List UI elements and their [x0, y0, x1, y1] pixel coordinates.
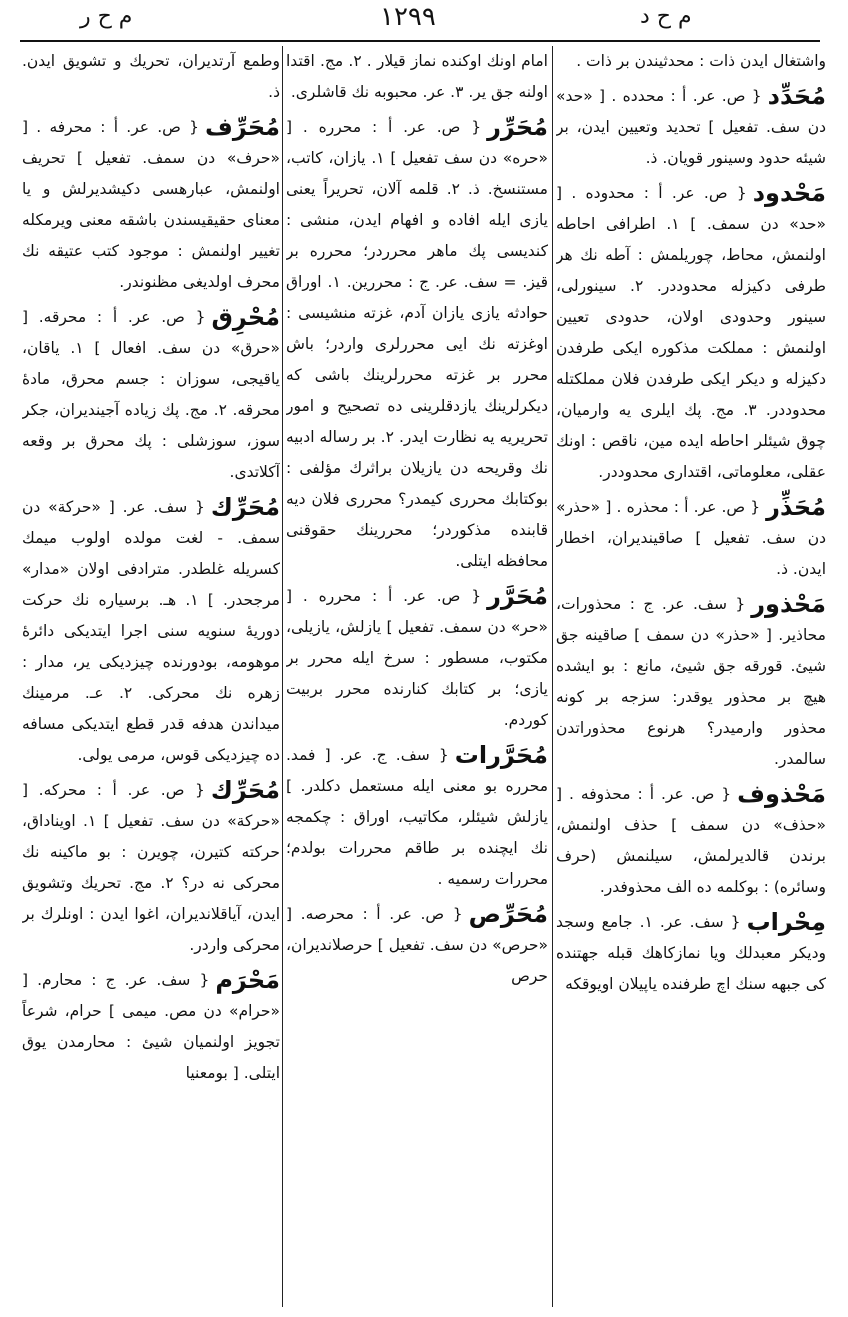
dictionary-entry: [286, 46, 548, 108]
headword: مَحْذوف: [737, 780, 826, 808]
dictionary-entry: [286, 581, 548, 736]
dictionary-entry: [22, 46, 280, 108]
entry-text: { ص. عر. أ : محرره . [ «حر» دن سمف. تفعیل ] یازلش، یازیلی، مکتوب، مسطور : سرخ ایله محرر بر یازی؛ بر کتابك کنارنده محرر بربیت کوردم.: [286, 587, 548, 729]
headword: مُحَذِّر: [766, 493, 826, 521]
column-right: [556, 46, 826, 1305]
headword: مَحْرَم: [215, 966, 280, 994]
header-rule: [20, 40, 820, 42]
dictionary-entry: [22, 775, 280, 961]
entry-text: { سف. عر. ج : محذورات، محاذیر. [ «حذر» دن سمف ] صاقینه جق شیئ. قورقه جق شیئ، مانع : بو ایشده هیچ بر محذور یوقدر: سزجه بر کونه محذور وارمیدر؟ هرنوع محذوراتدن سالمدر.: [556, 595, 826, 768]
entry-text: { سف. عر. ١. جامع وسجد ودیکر معبدلك ویا نمازکاهك قبله جهتنده کی جبهه سنك اچ طرفنده یاپیلان اویوقکه: [556, 913, 826, 993]
page-header: [0, 0, 848, 42]
entry-text: { ص. عر. أ : محذره . [ «حذر» دن سف. تفعیل ] صاقیندیران، اخطار ایدن. ذ.: [556, 498, 826, 578]
entry-text: { ص. عر. أ : محرصه. [ «حرص» دن سف. تفعیل ] حرصلاندیران، حرص: [286, 905, 548, 985]
dictionary-entry: [556, 589, 826, 775]
dictionary-entry: [556, 178, 826, 488]
headword: مُحْرِق: [211, 303, 280, 331]
dictionary-entry: [556, 81, 826, 174]
entry-text: { ص. عر. أ : محرره . [ «حره» دن سف تفعیل ] ١. یازان، کاتب، مستنسخ. ذ. ٢. قلمه آلان، تحریراً یعنی یازی ایله افاده و افهام ایدن، منشی : کندیسی پك ماهر محرردر؛ محرره بر قیز. = سف. عر. ج : محررین. ١. اوراق حوادثه یازی یازان آدم، غزته منشیسی : اوغزته نك ایی محررلری واردر؛ باش محرر بر غزته محررلرینك باشی که دیکرلرینك یازدقلرینی ده تصحیح و امور تحریریه یه نظارت ایدر. ٢. بر رساله ادبیه نك وقریحه دن یازیلان براثرك مؤلفی : بوکتابك محرری کیمدر؟ محرری فلان دیه قابنده مذکوردر؛ محررینك حقوقنی محافظه ایتلی.: [286, 118, 548, 570]
dictionary-entry: [556, 779, 826, 903]
dictionary-entry: [286, 740, 548, 895]
entry-text: { ص. عر. أ : محرکه. [ «حرکة» دن سف. تفعیل ] ١. اویناداق، حرکته کتیرن، چویرن : بو ماکینه نك محرکی نه در؟ ٢. مج. تحریك وتشویق ایدن، آیاقلاندیران، اغوا ایدن : اونلرك بر محرکی واردر.: [22, 781, 280, 954]
entry-text: { ص. عر. أ : محدوده . [ «حد» دن سمف. ] ١. اطرافی احاطه اولنمش، محاط، چوریلمش : آطه نك هر طرفی دکیزله محدوددر. ٢. سینورلی، سینور وحدودی اولان، حدودی تعیین اولنمش : مملکت مذکوره ایکی طرفدن دکیزله و دیکر ایکی طرفدن فلان مملکتله محدوددر. ٣. مج. پك ایلری یه وارمیان، چوق شیئلر احاطه ایده مین، ناقص : اونك عقلی، معلوماتی، اقتداری محدوددر.: [556, 184, 826, 481]
headword: مُحَرِّف: [205, 113, 280, 141]
dictionary-entry: [556, 46, 826, 77]
column-separator: [552, 46, 553, 1307]
headword: مِحْراب: [746, 908, 826, 936]
entry-text: { سف. عر. ج : محارم. [ «حرام» دن مص. میمی ] حرام، شرعاً تجویز اولنمیان شیئ : محارمدن یوق ایتلی. [ بومعنیا: [22, 971, 280, 1082]
dictionary-entry: [22, 492, 280, 771]
entry-text: { ص. عر. أ : محذوفه . [ «حذف» دن سمف ] حذف اولنمش، برندن قالدیرلمش، سیلنمش (حرف وسائره) : بوکلمه ده الف محذوفدر.: [556, 785, 826, 896]
column-separator: [282, 46, 283, 1307]
headword: مَحْدود: [752, 179, 826, 207]
page-number: ١٢٩٩: [380, 2, 436, 32]
column-middle: [286, 46, 548, 1305]
entry-text: واشتغال ایدن ذات : محدثیندن بر ذات .: [576, 52, 826, 70]
column-left: [22, 46, 280, 1305]
entry-text: { ص. عر. أ : محدده . [ «حد» دن سف. تفعیل ] تحدید وتعیین ایدن، بر شیئه حدود وسینور قویان. ذ.: [556, 87, 826, 167]
headword: مُحَرَّرات: [454, 741, 548, 769]
entry-text: وطمع آرتدیران، تحریك و تشویق ایدن. ذ.: [22, 52, 280, 101]
dictionary-entry: [286, 899, 548, 992]
dictionary-entry: [556, 492, 826, 585]
running-head-right: م ح د: [640, 4, 692, 29]
entry-text: { سف. ج. عر. [ فمد. محرره بو معنی ایله مستعمل دکلدر. ] یازلش شیئلر، مکاتیب، اوراق : چکمجه نك ایچنده بر طاقم محررات بولدم؛ محررات رسمیه .: [286, 746, 548, 888]
headword: مَحْذور: [751, 590, 826, 618]
dictionary-entry: [22, 302, 280, 488]
headword: مُحَرَّر: [487, 582, 548, 610]
headword: مُحَرِّر: [487, 113, 548, 141]
headword: مُحَرِّك: [210, 776, 280, 804]
dictionary-entry: [22, 112, 280, 298]
entry-text: { سف. عر. [ «حرکة» دن سمف. - لغت مولده اولوب میمك کسریله غلطدر. مترادفی اولان «مدار» مرجحدر. ] ١. هـ. برسیاره نك حرکت دوریهٔ سنویه سنی اجرا ایتدیکی دائرهٔ موهومه، بودورنده چیزدیکی یر، مدار : زهره نك محرکی. ٢. عـ. مرمینك میداندن هدفه قدر قطع ایتدیکی مسافه ده چیزدیکی قوس، مرمی یولی.: [22, 498, 280, 764]
running-head-left: م ح ر: [80, 4, 133, 29]
dictionary-entry: [556, 907, 826, 1000]
dictionary-entry: [286, 112, 548, 577]
headword: مُحَرِّص: [468, 900, 548, 928]
entry-text: امام اونك اوكنده نماز قیلار . ٢. مج. اقتدا اولنه جق یر. ٣. عر. محبوبه نك قاشلری.: [286, 52, 548, 101]
entry-text: { ص. عر. أ : محرقه. [ «حرق» دن سف. افعال ] ١. یاقان، یاقیجی، سوزان : جسم محرق، مادهٔ محرقه. ٢. مج. پك زیاده آجیندیران، جکر سوز، سوزشلی : پك محرق بر وقعه آکلاتدی.: [22, 308, 280, 481]
headword: مُحَدِّد: [767, 82, 826, 110]
headword: مُحَرِّك: [210, 493, 280, 521]
dictionary-entry: [22, 965, 280, 1089]
entry-text: { ص. عر. أ : محرفه . [ «حرف» دن سمف. تفعیل ] تحریف اولنمش، عبارهسی دکیشدیرلش و یا معنای حقیقیسندن باشقه معنی ویرمکله تغییر اولنمش : موجود کتب عتیقه نك محرف اولدیغی مظنوندر.: [22, 118, 280, 291]
